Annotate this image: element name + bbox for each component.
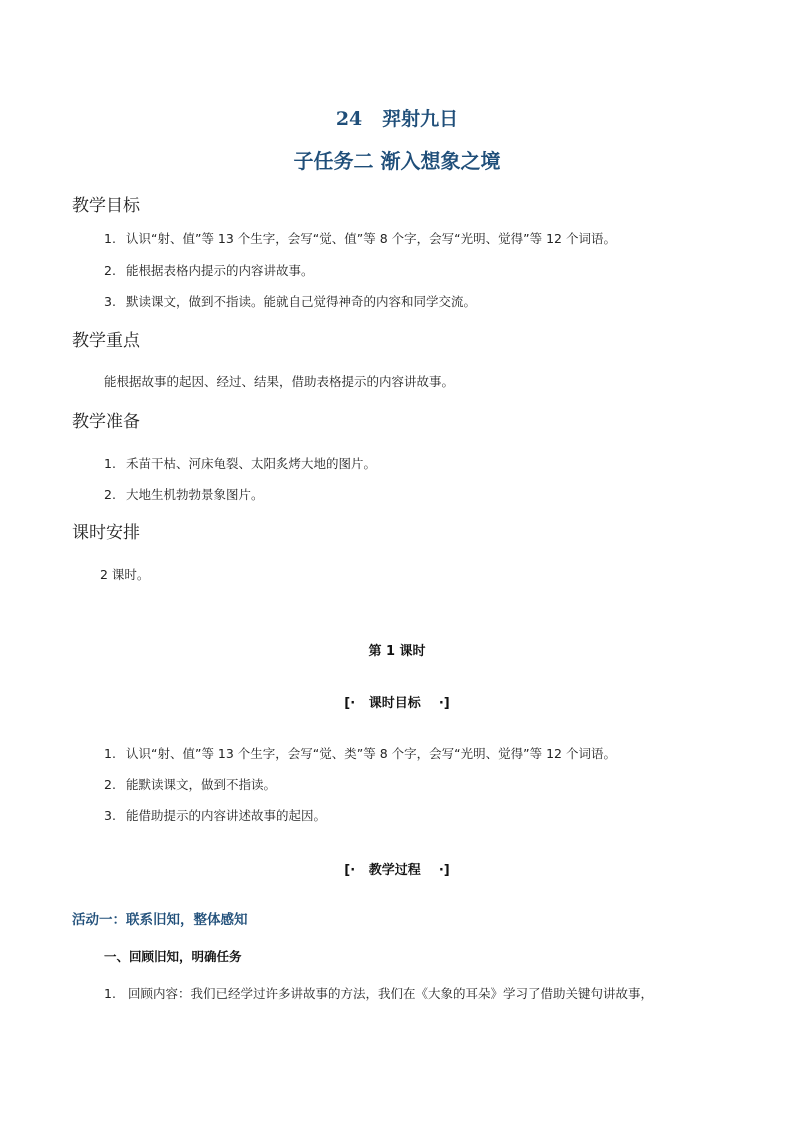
list-item — [104, 775, 276, 793]
list-item-number: 1. — [104, 231, 116, 246]
list-item-text: 回顾内容：我们已经学过许多讲故事的方法，我们在《大象的耳朵》学习了借助关键句讲故事， — [128, 986, 654, 1001]
section-heading-schedule: 课时安排 — [72, 523, 140, 543]
lesson-number: 24 — [335, 108, 363, 130]
bracket-right: ·] — [438, 863, 450, 878]
list-item — [104, 261, 314, 279]
bracket-label: 课时目标 — [368, 696, 421, 711]
bracket-left: [· — [344, 696, 356, 711]
step-heading: 一、回顾旧知，明确任务 — [104, 949, 242, 964]
list-item-text: 默读课文，做到不指读。能就自己觉得神奇的内容和同学交流。 — [126, 294, 477, 309]
list-item-number: 3. — [104, 808, 116, 823]
list-item-text: 能默读课文，做到不指读。 — [126, 777, 277, 792]
page-title — [0, 104, 794, 131]
list-item-number: 2. — [104, 263, 116, 278]
list-item — [104, 984, 653, 1002]
list-item — [104, 485, 264, 503]
list-item-text: 大地生机勃勃景象图片。 — [126, 487, 264, 502]
list-item — [104, 292, 476, 310]
list-item — [104, 744, 616, 762]
goals-bracket-heading — [0, 692, 794, 711]
section-heading-key-points: 教学重点 — [72, 331, 140, 351]
bracket-label: 教学过程 — [368, 863, 421, 878]
section-heading-preparation: 教学准备 — [72, 412, 140, 432]
section-heading-goals: 教学目标 — [72, 196, 140, 216]
key-points-text: 能根据故事的起因、经过、结果，借助表格提示的内容讲故事。 — [104, 374, 455, 389]
list-item-number: 1. — [104, 986, 116, 1001]
list-item-text: 认识“射、值”等 13 个生字，会写“觉、类”等 8 个字，会写“光明、觉得”等 12 个词语。 — [126, 746, 616, 761]
list-item-number: 1. — [104, 456, 116, 471]
list-item — [104, 806, 326, 824]
list-item-text: 能根据表格内提示的内容讲故事。 — [126, 263, 314, 278]
lesson-name: 羿射九日 — [382, 108, 459, 130]
list-item-text: 认识“射、值”等 13 个生字，会写“觉、值”等 8 个字，会写“光明、觉得”等 12 个词语。 — [126, 231, 616, 246]
list-item-text: 能借助提示的内容讲述故事的起因。 — [126, 808, 327, 823]
period-title: 第 1 课时 — [368, 644, 426, 659]
list-item — [104, 454, 376, 472]
list-item — [104, 229, 616, 247]
process-bracket-heading — [0, 859, 794, 878]
list-item-number: 3. — [104, 294, 116, 309]
list-item-text: 禾苗干枯、河床龟裂、太阳炙烤大地的图片。 — [126, 456, 377, 471]
list-item-number: 1. — [104, 746, 116, 761]
schedule-text: 2 课时。 — [100, 567, 150, 582]
list-item-number: 2. — [104, 487, 116, 502]
bracket-right: ·] — [438, 696, 450, 711]
list-item-number: 2. — [104, 777, 116, 792]
subtask-title: 子任务二 渐入想象之境 — [293, 149, 501, 173]
activity-heading: 活动一：联系旧知，整体感知 — [72, 912, 248, 928]
bracket-left: [· — [344, 863, 356, 878]
